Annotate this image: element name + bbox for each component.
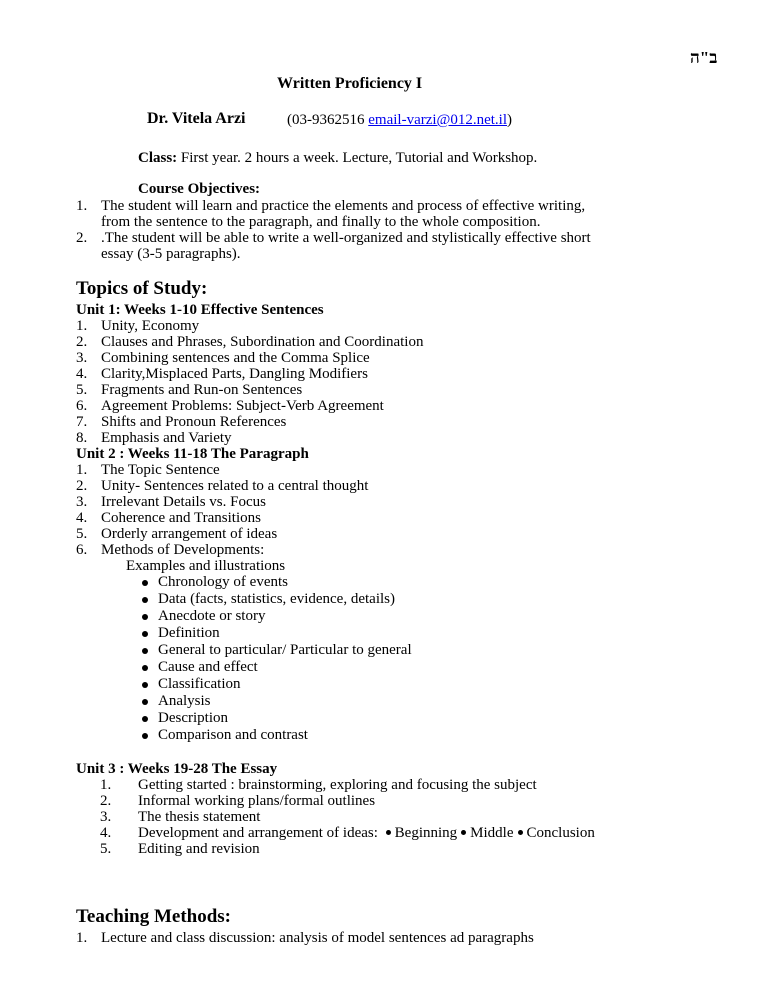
unit2-title: Unit 2 : Weeks 11-18 The Paragraph: [76, 446, 309, 462]
list-item-num: 4.: [76, 366, 88, 382]
bullet-item: General to particular/ Particular to general: [142, 642, 412, 658]
list-item: Clarity,Misplaced Parts, Dangling Modifiers: [101, 366, 368, 382]
list-item-num: 3.: [100, 809, 112, 825]
bullet-item: Data (facts, statistics, evidence, details): [142, 591, 395, 607]
list-item: Clauses and Phrases, Subordination and Coordination: [101, 334, 424, 350]
bullet-icon: [142, 716, 148, 722]
list-item-num: 7.: [76, 414, 88, 430]
list-item: Shifts and Pronoun References: [101, 414, 287, 430]
bullet-icon: [142, 580, 148, 586]
list-item: Getting started : brainstorming, exploring and focusing the subject: [138, 777, 537, 793]
list-item-num: 1.: [76, 318, 88, 334]
bullet-item: Comparison and contrast: [142, 727, 308, 743]
phone-number: (03-9362516: [287, 112, 369, 128]
list-item-num: 4.: [76, 510, 88, 526]
bullet-icon: [142, 631, 148, 637]
bullet-item: Classification: [142, 676, 241, 692]
list-item: Coherence and Transitions: [101, 510, 261, 526]
list-item: Methods of Developments:: [101, 542, 265, 558]
contact-paren: ): [507, 112, 513, 128]
list-item: Orderly arrangement of ideas: [101, 526, 278, 542]
stage-conclusion: Conclusion: [526, 825, 595, 841]
list-item-num: 1.: [76, 462, 88, 478]
list-item-num: 1.: [76, 930, 88, 946]
teaching-heading: Teaching Methods:: [76, 906, 232, 927]
stage-beginning: Beginning: [394, 825, 458, 841]
bullet-icon: [142, 682, 148, 688]
list-item: The Topic Sentence: [101, 462, 220, 478]
author-name: Dr. Vitela Arzi: [147, 110, 246, 127]
bullet-item: Analysis: [142, 693, 211, 709]
list-item: Editing and revision: [138, 841, 260, 857]
email-link[interactable]: email-varzi@012.net.il: [368, 112, 508, 128]
bullet-icon: [142, 699, 148, 705]
contact-line: [287, 112, 512, 128]
list-item: Fragments and Run-on Sentences: [101, 382, 303, 398]
list-item-num: 8.: [76, 430, 88, 446]
list-item: Combining sentences and the Comma Splice: [101, 350, 370, 366]
list-item-num: 1.: [100, 777, 112, 793]
class-info: [138, 150, 537, 166]
list-item: Development and arrangement of ideas: Beginning Middle Conclusion: [138, 825, 595, 841]
bullet-item: Chronology of events: [142, 574, 288, 590]
bullet-item: Description: [142, 710, 228, 726]
objective-line: from the sentence to the paragraph, and finally to the whole composition.: [101, 214, 541, 230]
list-item: Irrelevant Details vs. Focus: [101, 494, 266, 510]
list-item-num: 2.: [76, 334, 88, 350]
list-item: Unity, Economy: [101, 318, 200, 334]
list-item-num: 5.: [76, 526, 88, 542]
objective-line: The student will learn and practice the elements and process of effective writing,: [101, 198, 586, 214]
list-item-num: 6.: [76, 398, 88, 414]
list-item: The thesis statement: [138, 809, 261, 825]
bullet-icon: [142, 597, 148, 603]
bullet-icon: [142, 614, 148, 620]
class-label: Class:: [138, 150, 178, 166]
bullet-icon: [142, 733, 148, 739]
objective-line: .The student will be able to write a well-organized and stylistically effective short: [101, 230, 591, 246]
bullet-icon: [142, 648, 148, 654]
hebrew-mark: ב"ה: [690, 48, 718, 67]
bullet-item: Anecdote or story: [142, 608, 265, 624]
list-item-num: 2.: [76, 478, 88, 494]
bullet-item: Definition: [142, 625, 220, 641]
list-item-num: 3.: [76, 494, 88, 510]
topics-heading: Topics of Study:: [76, 278, 208, 299]
unit1-title: Unit 1: Weeks 1-10 Effective Sentences: [76, 302, 324, 318]
list-item: Informal working plans/formal outlines: [138, 793, 376, 809]
list-item-num: 2.: [100, 793, 112, 809]
class-text: First year. 2 hours a week. Lecture, Tutorial and Workshop.: [177, 150, 538, 166]
list-item-num: 5.: [76, 382, 88, 398]
list-item-num: 5.: [100, 841, 112, 857]
bullet-item: Cause and effect: [142, 659, 258, 675]
list-item-num: 3.: [76, 350, 88, 366]
unit3-title: Unit 3 : Weeks 19-28 The Essay: [76, 761, 278, 777]
bullet-icon: [461, 830, 466, 835]
list-item-num: 4.: [100, 825, 112, 841]
list-item: Emphasis and Variety: [101, 430, 232, 446]
list-item: Agreement Problems: Subject-Verb Agreement: [101, 398, 384, 414]
bullet-icon: [518, 830, 523, 835]
list-item: Unity- Sentences related to a central thought: [101, 478, 369, 494]
stage-middle: Middle: [470, 825, 514, 841]
methods-intro: Examples and illustrations: [126, 558, 286, 574]
list-item-num: 6.: [76, 542, 88, 558]
bullet-icon: [386, 830, 391, 835]
objectives-heading: Course Objectives:: [138, 181, 261, 197]
bullet-icon: [142, 665, 148, 671]
objective-line: essay (3-5 paragraphs).: [101, 246, 241, 262]
objective-num: 1.: [76, 198, 88, 214]
list-item: Lecture and class discussion: analysis of model sentences ad paragraphs: [101, 930, 534, 946]
objective-num: 2.: [76, 230, 88, 246]
page-title: Written Proficiency I: [277, 75, 423, 92]
